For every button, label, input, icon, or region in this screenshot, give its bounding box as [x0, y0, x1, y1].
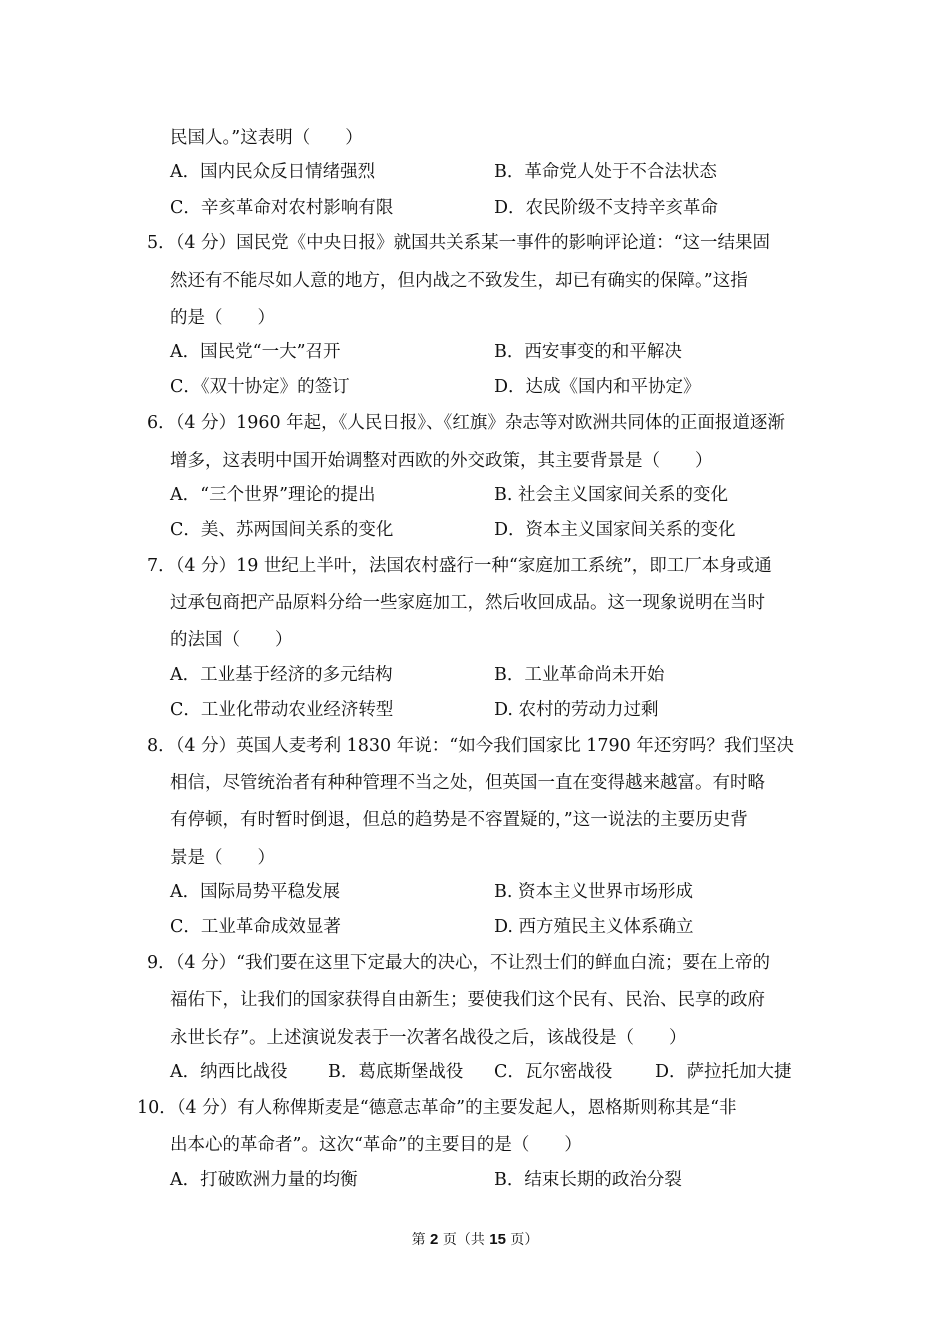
q7-option-c[interactable]: C．工业化带动农业经济转型	[170, 700, 394, 720]
q8-option-d[interactable]: D. 西方殖民主义体系确立	[494, 917, 694, 937]
q9-option-d[interactable]: D．萨拉托加大捷	[655, 1062, 792, 1082]
q10-option-b[interactable]: B．结束长期的政治分裂	[494, 1170, 682, 1190]
q5-option-b[interactable]: B．西安事变的和平解决	[494, 342, 682, 362]
q5-option-c[interactable]: C．《双十协定》的签订	[170, 377, 350, 397]
q10-stem-line-2: 出本心的革命者”。这次“革命”的主要目的是（ ）	[170, 1135, 582, 1155]
footer-middle: 页（共	[442, 1232, 485, 1248]
q5-option-d[interactable]: D．达成《国内和平协定》	[494, 377, 701, 397]
q5-option-a[interactable]: A．国民党“一大”召开	[170, 342, 341, 362]
q8-option-c[interactable]: C．工业革命成效显著	[170, 917, 341, 937]
q9-option-b[interactable]: B．葛底斯堡战役	[328, 1062, 464, 1082]
page-footer	[0, 1230, 950, 1250]
q7-stem-line-1: 7．（4 分）19 世纪上半叶，法国农村盛行一种“家庭加工系统”，即工厂本身或通	[147, 556, 772, 576]
q9-option-c[interactable]: C．瓦尔密战役	[494, 1062, 613, 1082]
q5-stem-line-1: 5．（4 分）国民党《中央日报》就国共关系某一事件的影响评论道：“这一结果固	[147, 233, 771, 253]
q6-stem-line-2: 增多，这表明中国开始调整对西欧的外交政策，其主要背景是（ ）	[170, 451, 713, 471]
q7-option-a[interactable]: A．工业基于经济的多元结构	[170, 665, 393, 685]
q4-option-c[interactable]: C．辛亥革命对农村影响有限	[170, 198, 394, 218]
q6-option-a[interactable]: A．“三个世界”理论的提出	[170, 485, 376, 505]
q4-option-d[interactable]: D．农民阶级不支持辛亥革命	[494, 198, 719, 218]
q6-stem-line-1: 6．（4 分）1960 年起，《人民日报》、《红旗》杂志等对欧洲共同体的正面报道逐渐	[147, 413, 785, 433]
q8-stem-line-2: 相信，尽管统治者有种种管理不当之处，但英国一直在变得越来越富。有时略	[170, 773, 765, 793]
q6-option-c[interactable]: C．美、苏两国间关系的变化	[170, 520, 394, 540]
q8-stem-line-4: 景是（ ）	[170, 848, 275, 868]
q9-stem-line-2: 福佑下，让我们的国家获得自由新生；要使我们这个民有、民治、民享的政府	[170, 990, 765, 1010]
current-page-number: 2	[430, 1231, 439, 1248]
q8-stem-line-3: 有停顿，有时暂时倒退，但总的趋势是不容置疑的，”这一说法的主要历史背	[170, 810, 748, 830]
q9-option-a[interactable]: A．纳西比战役	[170, 1062, 288, 1082]
q6-option-b[interactable]: B. 社会主义国家间关系的变化	[494, 485, 728, 505]
q7-stem-line-2: 过承包商把产品原料分给一些家庭加工，然后收回成品。这一现象说明在当时	[170, 593, 765, 613]
footer-prefix: 第	[411, 1232, 426, 1248]
q7-option-b[interactable]: B．工业革命尚未开始	[494, 665, 665, 685]
q4-option-b[interactable]: B．革命党人处于不合法状态	[494, 162, 717, 182]
q8-option-a[interactable]: A．国际局势平稳发展	[170, 882, 341, 902]
q4-stem-line: 民国人。”这表明（ ）	[170, 128, 363, 148]
q7-option-d[interactable]: D. 农村的劳动力过剩	[494, 700, 659, 720]
q8-stem-line-1: 8．（4 分）英国人麦考利 1830 年说：“如今我们国家比 1790 年还穷吗？我们坚决	[147, 736, 794, 756]
q9-stem-line-1: 9．（4 分）“我们要在这里下定最大的决心，不让烈士们的鲜血白流；要在上帝的	[147, 953, 771, 973]
q5-stem-line-2: 然还有不能尽如人意的地方，但内战之不致发生，却已有确实的保障。”这指	[170, 271, 748, 291]
q10-stem-line-1: 10．（4 分）有人称俾斯麦是“德意志革命”的主要发起人，恩格斯则称其是“非	[137, 1098, 737, 1118]
q9-stem-line-3: 永世长存”。上述演说发表于一次著名战役之后，该战役是（ ）	[170, 1028, 687, 1048]
q8-option-b[interactable]: B. 资本主义世界市场形成	[494, 882, 693, 902]
q5-stem-line-3: 的是（ ）	[170, 308, 275, 328]
q4-option-a[interactable]: A．国内民众反日情绪强烈	[170, 162, 376, 182]
q6-option-d[interactable]: D．资本主义国家间关系的变化	[494, 520, 736, 540]
footer-suffix: 页）	[510, 1232, 539, 1248]
q7-stem-line-3: 的法国（ ）	[170, 630, 293, 650]
q10-option-a[interactable]: A．打破欧洲力量的均衡	[170, 1170, 358, 1190]
total-page-count: 15	[489, 1231, 506, 1248]
